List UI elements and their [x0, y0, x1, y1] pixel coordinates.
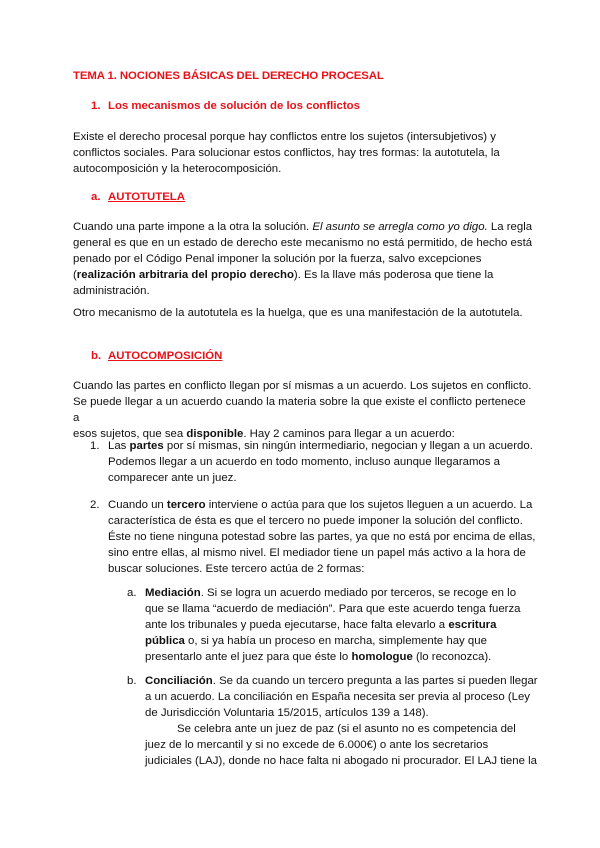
bold-text: pública	[145, 635, 185, 647]
list-line: Podemos llegar a un acuerdo en todo momento, incluso aunque llegaramos a	[108, 456, 500, 468]
subsection-heading-autotutela	[91, 191, 185, 203]
text-span: esos sujetos, que sea	[73, 428, 187, 440]
section-heading-1	[91, 100, 360, 112]
sub-list-item-mediacion	[127, 585, 540, 665]
intro-line: Existe el derecho procesal porque hay conflictos entre los sujetos (intersubjetivos) y	[73, 131, 496, 143]
text-span: por sí mismas, sin ningún intermediario, negocian y llegan a un acuerdo.	[163, 440, 533, 452]
text-span: Cuando un	[108, 499, 167, 511]
list-line: juez de lo mercantil y si no excede de 6.000€) o ante los secretarios	[145, 739, 489, 751]
list-line	[108, 438, 538, 454]
bold-text: realización arbitraria del propio derecho	[76, 269, 294, 281]
autotutela-paragraph	[73, 219, 533, 299]
text-span: La regla	[487, 221, 533, 233]
intro-line: autocomposición y la heterocomposición.	[73, 163, 282, 175]
list-line	[145, 673, 540, 689]
text-span: Las	[108, 440, 130, 452]
text-span: (lo reconozca).	[412, 651, 492, 663]
bold-text: partes	[129, 440, 164, 452]
page-title: TEMA 1. NOCIONES BÁSICAS DEL DERECHO PROCESAL	[73, 70, 384, 82]
text-span: (	[73, 269, 77, 281]
sub-list-marker: b.	[127, 675, 137, 687]
autotutela-paragraph-2: Otro mecanismo de la autotutela es la huelga, que es una manifestación de la autotutela.	[73, 307, 523, 319]
sub-list-marker: a.	[127, 587, 137, 599]
bold-text: tercero	[166, 499, 206, 511]
list-line: sino entre ellas, al mismo nivel. El mediador tiene un papel más activo a la hora de	[108, 547, 526, 559]
list-line: de Jurisdicción Voluntaria 15/2015, artículos 139 a 148).	[145, 707, 429, 719]
bold-text: Conciliación	[145, 675, 213, 687]
list-line	[145, 649, 540, 665]
bold-text: escritura	[448, 619, 497, 631]
paragraph-line: Se puede llegar a un acuerdo cuando la materia sobre la que existe el conflicto pertenece a	[73, 396, 526, 424]
paragraph-line	[73, 219, 533, 235]
paragraph-line	[73, 267, 533, 283]
italic-text: El asunto se arregla como yo digo.	[312, 221, 488, 233]
subsection-marker: b.	[91, 350, 102, 362]
text-span: o, si ya había un proceso en marcha, simplemente hay que	[184, 635, 487, 647]
paragraph-line: Cuando las partes en conflicto llegan por sí mismas a un acuerdo. Los sujetos en conflicto.	[73, 380, 532, 392]
list-marker: 1.	[90, 440, 100, 452]
list-line: Éste no tiene ninguna potestad sobre las partes, ya que no está por encima de ellas,	[108, 531, 536, 543]
subsection-heading-text: AUTOCOMPOSICIÓN	[108, 350, 223, 362]
list-line: característica de ésta es que el tercero no puede imponer la solución del conflicto.	[108, 515, 523, 527]
autocomposicion-paragraph	[73, 378, 533, 442]
bold-text: disponible	[186, 428, 244, 440]
list-line: a un acuerdo. La conciliación en España necesita ser previa al proceso (Ley	[145, 691, 530, 703]
list-line	[108, 497, 538, 513]
paragraph-line: general es que en un estado de derecho este mecanismo no está permitido, de hecho está	[73, 237, 533, 249]
subsection-marker: a.	[91, 191, 101, 203]
paragraph-line: penado por el Código Penal imponer la solución por la fuerza, salvo excepciones	[73, 253, 482, 265]
bold-text: homologue	[351, 651, 413, 663]
list-line	[145, 617, 540, 633]
subsection-heading-autocomposicion	[91, 350, 222, 362]
list-line	[145, 585, 540, 601]
section-number: 1.	[91, 100, 101, 112]
paragraph-line: administración.	[73, 285, 150, 297]
text-span: ). Es la llave más poderosa que tiene la	[293, 269, 494, 281]
subsection-heading-text: AUTOTUTELA	[108, 191, 185, 203]
bold-text: Mediación	[145, 587, 201, 599]
list-line: buscar soluciones. Este tercero actúa de 2 formas:	[108, 563, 365, 575]
intro-line: conflictos sociales. Para solucionar estos conflictos, hay tres formas: la autotutela, la	[73, 147, 500, 159]
list-marker: 2.	[90, 499, 100, 511]
text-span: . Se da cuando un tercero pregunta a las partes si pueden llegar	[212, 675, 538, 687]
text-span: Cuando una parte impone a la otra la solución.	[73, 221, 313, 233]
list-line: que se llama “acuerdo de mediación”. Para que este acuerdo tenga fuerza	[145, 603, 521, 615]
text-span: presentarlo ante el juez para que éste lo	[145, 651, 352, 663]
section-heading-text: Los mecanismos de solución de los conflictos	[108, 100, 360, 112]
text-span: . Si se logra un acuerdo mediado por terceros, se recoge en lo	[200, 587, 517, 599]
list-line: comparecer ante un juez.	[108, 472, 237, 484]
list-line: Se celebra ante un juez de paz (si el asunto no es competencia del	[177, 723, 516, 735]
list-item	[90, 438, 538, 486]
list-line: judiciales (LAJ), donde no hace falta ni abogado ni procurador. El LAJ tiene la	[145, 755, 537, 767]
text-span: . Hay 2 caminos para llegar a un acuerdo:	[243, 428, 455, 440]
intro-paragraph	[73, 129, 533, 177]
text-span: ante los tribunales y pueda ejecutarse, hace falta elevarlo a	[145, 619, 449, 631]
list-line	[145, 633, 540, 649]
text-span: interviene o actúa para que los sujetos lleguen a un acuerdo. La	[205, 499, 533, 511]
list-item	[90, 497, 538, 577]
sub-list-item-conciliacion	[127, 673, 540, 769]
